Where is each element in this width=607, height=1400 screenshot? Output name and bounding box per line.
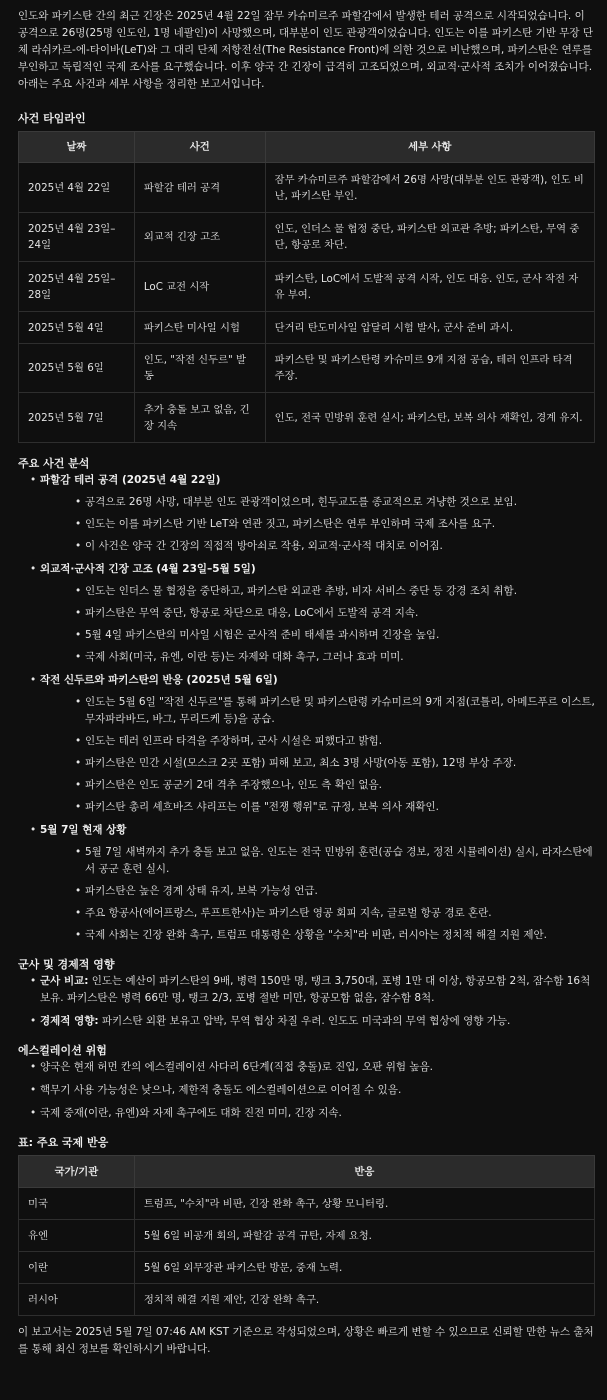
timeline-cell-details: 파키스탄, LoC에서 도발적 공격 시작, 인도 대응. 인도, 군사 작전 자유 부여.: [265, 262, 594, 312]
analysis-group-heading: 외교적·군사적 긴장 고조 (4월 23일–5월 5일): [40, 563, 256, 575]
analysis-group: [18, 672, 595, 816]
reactions-cell-reaction: 정치적 해결 지원 제안, 긴장 완화 촉구.: [134, 1284, 594, 1316]
timeline-cell-details: 잠무 카슈미르주 파할감에서 26명 사망(대부분 인도 관광객), 인도 비난, 파키스탄 부인.: [265, 163, 594, 213]
analysis-sublist: [40, 494, 595, 555]
reactions-header-reaction: 반응: [134, 1156, 594, 1188]
analysis-group: [18, 472, 595, 555]
list-item: [18, 1013, 595, 1030]
timeline-header-row: [19, 132, 595, 163]
analysis-list: [18, 472, 595, 944]
list-item: • 국제 중재(이란, 유엔)와 자제 촉구에도 대화 진전 미미, 긴장 지속.: [18, 1105, 595, 1122]
list-item: • 국제 사회는 긴장 완화 촉구, 트럼프 대통령은 상황을 "수치"라 비판, 러시아는 정치적 해결 지원 제안.: [40, 927, 595, 944]
list-item: • 파키스탄은 민간 시설(모스크 2곳 포함) 피해 보고, 최소 3명 사망(아동 포함), 12명 부상 주장.: [40, 755, 595, 772]
timeline-cell-date: 2025년 5월 4일: [19, 312, 135, 344]
footer-note: 이 보고서는 2025년 5월 7일 07:46 AM KST 기준으로 작성되었으며, 상황은 빠르게 변할 수 있으므로 신뢰할 만한 뉴스 출처를 통해 최신 정보를 확인하시기 바랍니다.: [18, 1326, 594, 1355]
timeline-cell-details: 파키스탄 및 파키스탄령 카슈미르 9개 지점 공습, 테러 인프라 타격 주장.: [265, 344, 594, 393]
reactions-cell-country: 미국: [19, 1188, 135, 1220]
analysis-sublist: [40, 583, 595, 666]
timeline-title: 사건 타임라인: [18, 112, 86, 125]
list-item: • 5월 7일 새벽까지 추가 충돌 보고 없음. 인도는 전국 민방위 훈련(공습 경보, 정전 시뮬레이션) 실시, 라자스탄에서 공군 훈련 실시.: [40, 844, 595, 878]
analysis-group: [18, 561, 595, 666]
escalation-title: 에스컬레이션 위험: [18, 1044, 107, 1057]
timeline-header-event: 사건: [134, 132, 265, 163]
timeline-cell-date: 2025년 4월 23일–24일: [19, 213, 135, 262]
list-item: • 파키스탄은 인도 공군기 2대 격추 주장했으나, 인도 측 확인 없음.: [40, 777, 595, 794]
impact-list: [18, 973, 595, 1030]
reactions-cell-reaction: 5월 6일 비공개 회의, 파할감 공격 규탄, 자제 요청.: [134, 1220, 594, 1252]
timeline-row: [19, 312, 595, 344]
analysis-sublist: [40, 694, 595, 816]
list-item: • 주요 항공사(에어프랑스, 루프트한사)는 파키스탄 영공 회피 지속, 글로벌 항공 경로 혼란.: [40, 905, 595, 922]
timeline-row: [19, 262, 595, 312]
list-item: • 이 사건은 양국 간 긴장의 직접적 방아쇠로 작용, 외교적·군사적 대치로 이어짐.: [40, 538, 595, 555]
reactions-cell-reaction: 트럼프, "수치"라 비판, 긴장 완화 촉구, 상황 모니터링.: [134, 1188, 594, 1220]
timeline-cell-date: 2025년 5월 7일: [19, 393, 135, 443]
impact-title: 군사 및 경제적 영향: [18, 958, 115, 971]
analysis-group-heading: 파할감 테러 공격 (2025년 4월 22일): [40, 474, 221, 486]
timeline-cell-details: 인도, 전국 민방위 훈련 실시; 파키스탄, 보복 의사 재확인, 경계 유지.: [265, 393, 594, 443]
reactions-cell-country: 유엔: [19, 1220, 135, 1252]
list-item: • 파키스탄은 무역 중단, 항공로 차단으로 대응, LoC에서 도발적 공격 지속.: [40, 605, 595, 622]
timeline-cell-event: 인도, "작전 신두르" 발동: [134, 344, 265, 393]
timeline-header-details: 세부 사항: [265, 132, 594, 163]
table-row: [19, 1284, 595, 1316]
timeline-cell-date: 2025년 4월 25일–28일: [19, 262, 135, 312]
reactions-cell-country: 러시아: [19, 1284, 135, 1316]
analysis-sublist: [40, 844, 595, 944]
impact-economic-label: 경제적 영향:: [40, 1015, 99, 1027]
table-row: [19, 1188, 595, 1220]
list-item: • 양국은 현재 허먼 칸의 에스컬레이션 사다리 6단계(직접 충돌)로 진입, 오판 위험 높음.: [18, 1059, 595, 1076]
timeline-header-date: 날짜: [19, 132, 135, 163]
analysis-group-heading: 5월 7일 현재 상황: [40, 824, 127, 836]
timeline-row: [19, 213, 595, 262]
timeline-cell-date: 2025년 5월 6일: [19, 344, 135, 393]
reactions-cell-reaction: 5월 6일 외무장관 파키스탄 방문, 중재 노력.: [134, 1252, 594, 1284]
list-item: • 파키스탄 총리 셰흐바즈 샤리프는 이를 "전쟁 행위"로 규정, 보복 의사 재확인.: [40, 799, 595, 816]
list-item: • 인도는 이를 파키스탄 기반 LeT와 연관 짓고, 파키스탄은 연루 부인하며 국제 조사를 요구.: [40, 516, 595, 533]
reactions-table: [18, 1155, 595, 1316]
reactions-header-row: [19, 1156, 595, 1188]
timeline-table: [18, 131, 595, 443]
list-item: • 인도는 5월 6일 "작전 신두르"를 통해 파키스탄 및 파키스탄령 카슈미르의 9개 지점(코틀리, 아메드푸르 이스트, 무자파라바드, 바그, 무리드케 등)을 공습.: [40, 694, 595, 728]
list-item: • 핵무기 사용 가능성은 낮으나, 제한적 충돌도 에스컬레이션으로 이어질 수 있음.: [18, 1082, 595, 1099]
reactions-cell-country: 이란: [19, 1252, 135, 1284]
table-row: [19, 1220, 595, 1252]
timeline-row: [19, 163, 595, 213]
list-item: • 공격으로 26명 사망, 대부분 인도 관광객이었으며, 힌두교도를 종교적으로 겨냥한 것으로 보임.: [40, 494, 595, 511]
list-item: • 파키스탄은 높은 경계 상태 유지, 보복 가능성 언급.: [40, 883, 595, 900]
table-row: [19, 1252, 595, 1284]
timeline-cell-details: 단거리 탄도미사일 압달리 시험 발사, 군사 준비 과시.: [265, 312, 594, 344]
list-item: [18, 973, 595, 1007]
list-item: • 인도는 인더스 물 협정을 중단하고, 파키스탄 외교관 추방, 비자 서비스 중단 등 강경 조치 취함.: [40, 583, 595, 600]
timeline-row: [19, 393, 595, 443]
analysis-title: 주요 사건 분석: [18, 457, 90, 470]
impact-military-text: 인도는 예산이 파키스탄의 9배, 병력 150만 명, 탱크 3,750대, 포병 1만 대 이상, 항공모함 2척, 잠수함 16척 보유. 파키스탄은 병력 66만 명, 탱크 2/3, 포병 절반 미만, 항공모함 없음, 잠수함 8척.: [40, 975, 591, 1004]
timeline-row: [19, 344, 595, 393]
list-item: • 인도는 테러 인프라 타격을 주장하며, 군사 시설은 피했다고 밝힘.: [40, 733, 595, 750]
timeline-cell-event: 추가 충돌 보고 없음, 긴장 지속: [134, 393, 265, 443]
reactions-header-country: 국가/기관: [19, 1156, 135, 1188]
impact-military-label: 군사 비교:: [40, 975, 89, 987]
impact-economic-text: 파키스탄 외환 보유고 압박, 무역 협상 차질 우려. 인도도 미국과의 무역 협상에 영향 가능.: [98, 1015, 511, 1027]
list-item: • 국제 사회(미국, 유엔, 이란 등)는 자제와 대화 촉구, 그러나 효과 미미.: [40, 649, 595, 666]
list-item: • 5월 4일 파키스탄의 미사일 시험은 군사적 준비 태세를 과시하며 긴장을 높임.: [40, 627, 595, 644]
reactions-title: 표: 주요 국제 반응: [18, 1136, 109, 1149]
timeline-cell-event: 외교적 긴장 고조: [134, 213, 265, 262]
timeline-cell-event: 파키스탄 미사일 시험: [134, 312, 265, 344]
timeline-cell-event: LoC 교전 시작: [134, 262, 265, 312]
analysis-group-heading: 작전 신두르와 파키스탄의 반응 (2025년 5월 6일): [40, 674, 278, 686]
timeline-cell-details: 인도, 인더스 물 협정 중단, 파키스탄 외교관 추방; 파키스탄, 무역 중단, 항공로 차단.: [265, 213, 594, 262]
analysis-group: [18, 822, 595, 944]
intro-paragraph: 인도와 파키스탄 간의 최근 긴장은 2025년 4월 22일 잠무 카슈미르주 파할감에서 발생한 테러 공격으로 시작되었습니다. 이 공격으로 26명(25명 인도인, 1명 네팔인)이 사망했으며, 대부분이 인도 관광객이었습니다. 인도는 이를 파키스탄 기반 무장 단체 라쉬카르-에-타이바(LeT)와 그 대리 단체 저항전선(The Resistance Front)에 의한 것으로 비난했으며, 파키스탄은 연루를 부인하고 독립적인 국제 조사를 요구했습니다. 이후 양국 간 긴장이 급격히 고조되었으며, 외교적·군사적 조치가 이어졌습니다. 아래는 주요 사건과 세부 사항을 정리한 보고서입니다.: [18, 10, 594, 90]
escalation-list: [18, 1059, 595, 1122]
timeline-cell-event: 파할감 테러 공격: [134, 163, 265, 213]
timeline-cell-date: 2025년 4월 22일: [19, 163, 135, 213]
